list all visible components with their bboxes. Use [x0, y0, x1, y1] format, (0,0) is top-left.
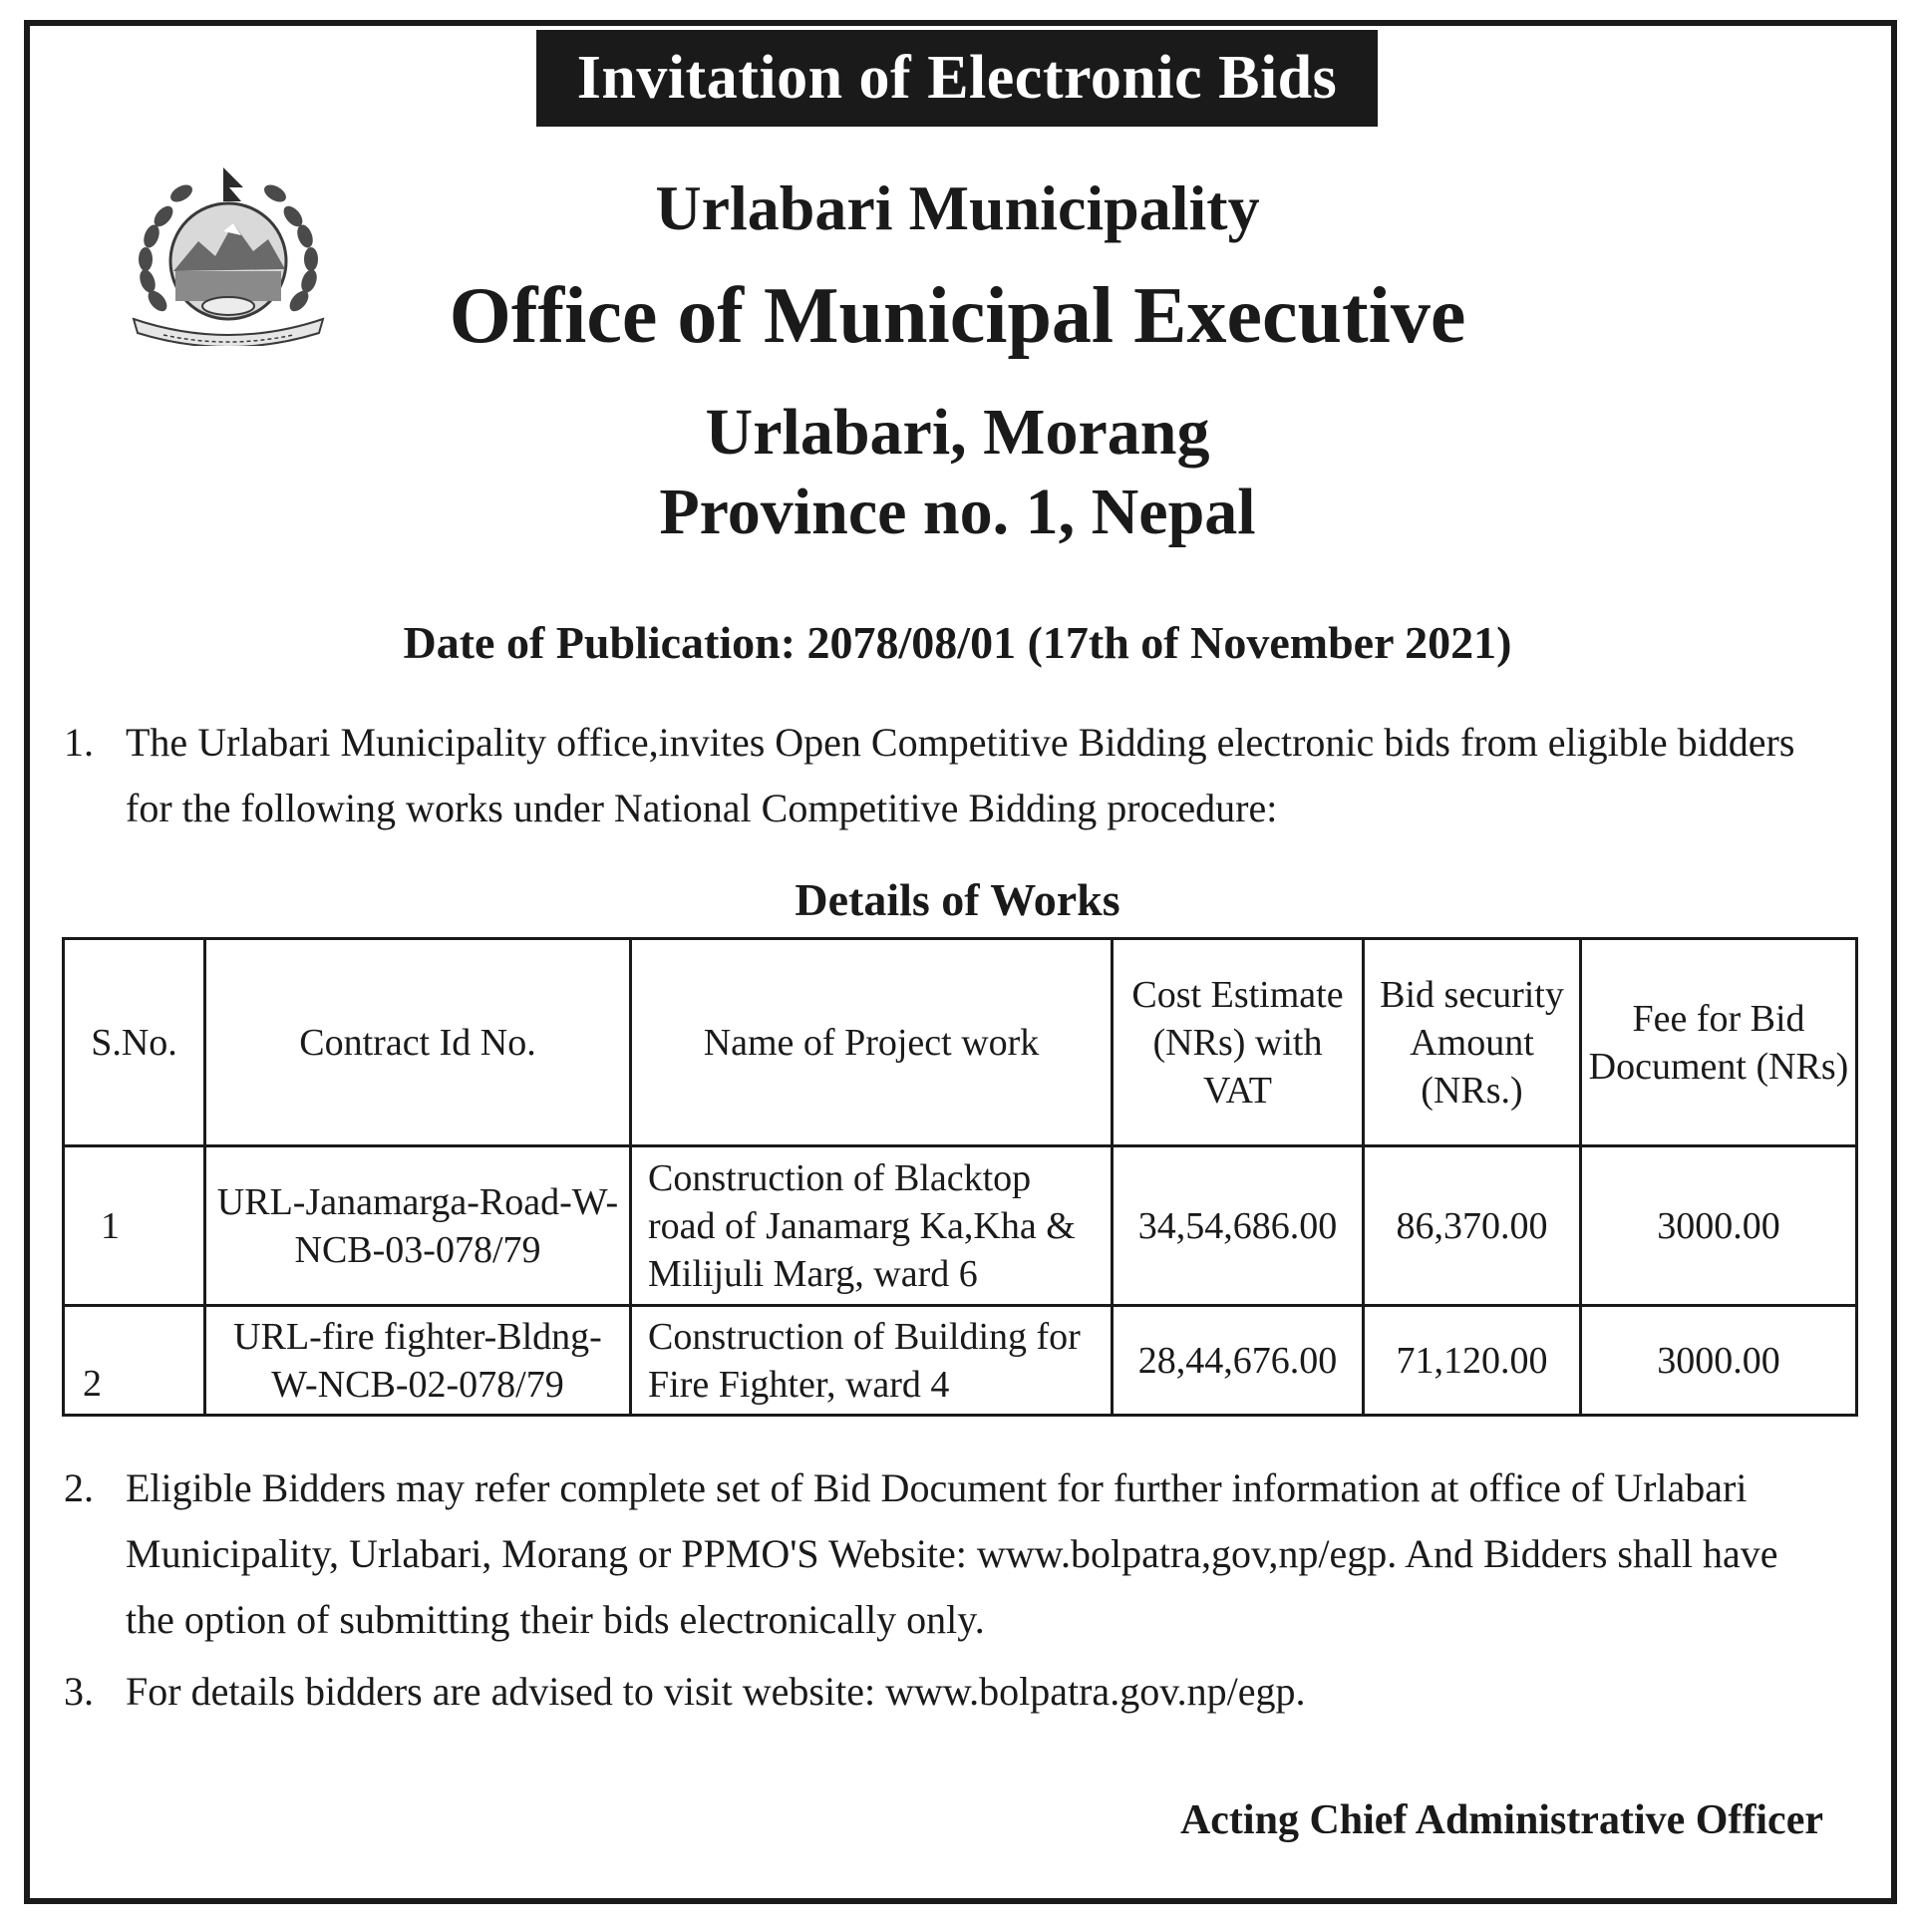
table-row	[64, 1146, 1857, 1306]
signatory-title: Acting Chief Administrative Officer	[1179, 1797, 1823, 1843]
paragraph-number: 2.	[64, 1465, 94, 1510]
works-table	[62, 937, 1858, 1417]
cell-contract-id: URL-Janamarga-Road-W-NCB-03-078/79	[205, 1146, 631, 1306]
cell-sno: 2	[64, 1306, 205, 1416]
cell-cost-estimate: 28,44,676.00	[1113, 1306, 1364, 1416]
cell-cost-estimate: 34,54,686.00	[1113, 1146, 1364, 1306]
publication-date: Date of Publication: 2078/08/01 (17th of November 2021)	[403, 617, 1512, 668]
column-header-cost-estimate: Cost Estimate (NRs) with VAT	[1113, 939, 1364, 1146]
paragraph-2	[64, 1455, 1798, 1665]
table-header-row	[64, 939, 1857, 1146]
paragraph-1	[64, 710, 1798, 849]
column-header-contract-id: Contract Id No.	[205, 939, 631, 1146]
paragraph-number: 3.	[64, 1669, 94, 1714]
column-header-bid-security: Bid security Amount (NRs.)	[1364, 939, 1581, 1146]
cell-sno: 1	[64, 1146, 205, 1306]
paragraph-text: Eligible Bidders may refer complete set of Bid Document for further information at office of Urlabari Municipality, Urlabari, Morang or PPMO'S Website: www.bolpatra,gov,np/egp. And Bidders shall have the option of submitting their bids electronically only.	[126, 1465, 1778, 1642]
page-title-banner: Invitation of Electronic Bids	[536, 30, 1378, 127]
paragraph-number: 1.	[64, 720, 94, 765]
location-line: Urlabari, Morang	[705, 396, 1210, 469]
municipality-name: Urlabari Municipality	[655, 172, 1260, 243]
office-name: Office of Municipal Executive	[449, 272, 1466, 360]
cell-project: Construction of Blacktop road of Janamarg Ka,Kha & Milijuli Marg, ward 6	[631, 1146, 1113, 1306]
works-section-title: Details of Works	[795, 874, 1120, 925]
cell-bid-fee: 3000.00	[1581, 1306, 1857, 1416]
cell-bid-fee: 3000.00	[1581, 1146, 1857, 1306]
cell-project: Construction of Building for Fire Fighter, ward 4	[631, 1306, 1113, 1416]
paragraph-text: The Urlabari Municipality office,invites Open Competitive Bidding electronic bids from eligible bidders for the following works under National Competitive Bidding procedure:	[126, 720, 1795, 830]
province-line: Province no. 1, Nepal	[659, 476, 1256, 548]
paragraph-text: For details bidders are advised to visit website: www.bolpatra.gov.np/egp.	[126, 1669, 1306, 1714]
cell-bid-security: 86,370.00	[1364, 1146, 1581, 1306]
cell-bid-security: 71,120.00	[1364, 1306, 1581, 1416]
column-header-project: Name of Project work	[631, 939, 1113, 1146]
cell-contract-id: URL-fire fighter-Bldng-W-NCB-02-078/79	[205, 1306, 631, 1416]
paragraph-3	[64, 1659, 1798, 1729]
column-header-sno: S.No.	[64, 939, 205, 1146]
table-row	[64, 1306, 1857, 1416]
column-header-bid-fee: Fee for Bid Document (NRs)	[1581, 939, 1857, 1146]
